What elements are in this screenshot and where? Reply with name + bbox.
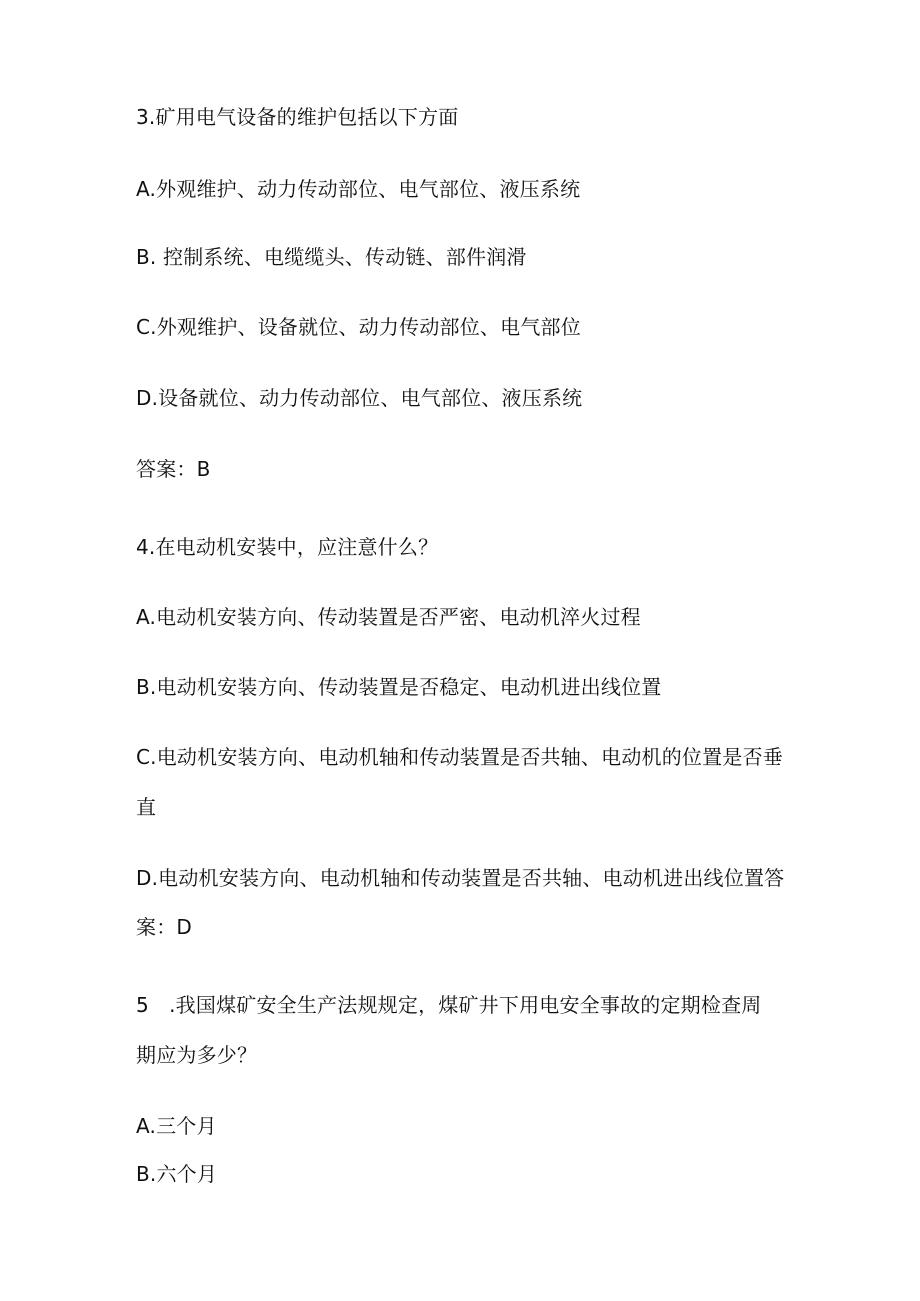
q5-option-a: A.三个月 xyxy=(136,1114,217,1138)
q3-option-a: A.外观维护、动力传动部位、电气部位、液压系统 xyxy=(136,177,581,201)
q3-option-c: C.外观维护、设备就位、动力传动部位、电气部位 xyxy=(136,315,581,339)
q4-option-d-line1: D.电动机安装方向、电动机轴和传动装置是否共轴、电动机进出线位置答 xyxy=(136,866,785,890)
q4-question: 4.在电动机安装中，应注意什么？ xyxy=(136,535,439,559)
q5-question-line1: 5 .我国煤矿安全生产法规规定，煤矿井下用电安全事故的定期检查周 xyxy=(136,993,762,1017)
q4-option-c-line2: 直 xyxy=(136,795,157,819)
q3-question: 3.矿用电气设备的维护包括以下方面 xyxy=(136,105,459,129)
q3-option-d: D.设备就位、动力传动部位、电气部位、液压系统 xyxy=(136,386,583,410)
q3-option-b: B. 控制系统、电缆缆头、传动链、部件润滑 xyxy=(136,245,527,269)
q5-option-b: B.六个月 xyxy=(136,1162,218,1186)
q4-option-a: A.电动机安装方向、传动装置是否严密、电动机淬火过程 xyxy=(136,605,641,629)
q4-option-c-line1: C.电动机安装方向、电动机轴和传动装置是否共轴、电动机的位置是否垂 xyxy=(136,745,783,769)
q3-answer: 答案：B xyxy=(136,457,211,481)
q5-question-line2: 期应为多少？ xyxy=(136,1043,258,1067)
q4-option-b: B.电动机安装方向、传动装置是否稳定、电动机进出线位置 xyxy=(136,675,662,699)
q4-option-d-line2: 案：D xyxy=(136,915,193,939)
